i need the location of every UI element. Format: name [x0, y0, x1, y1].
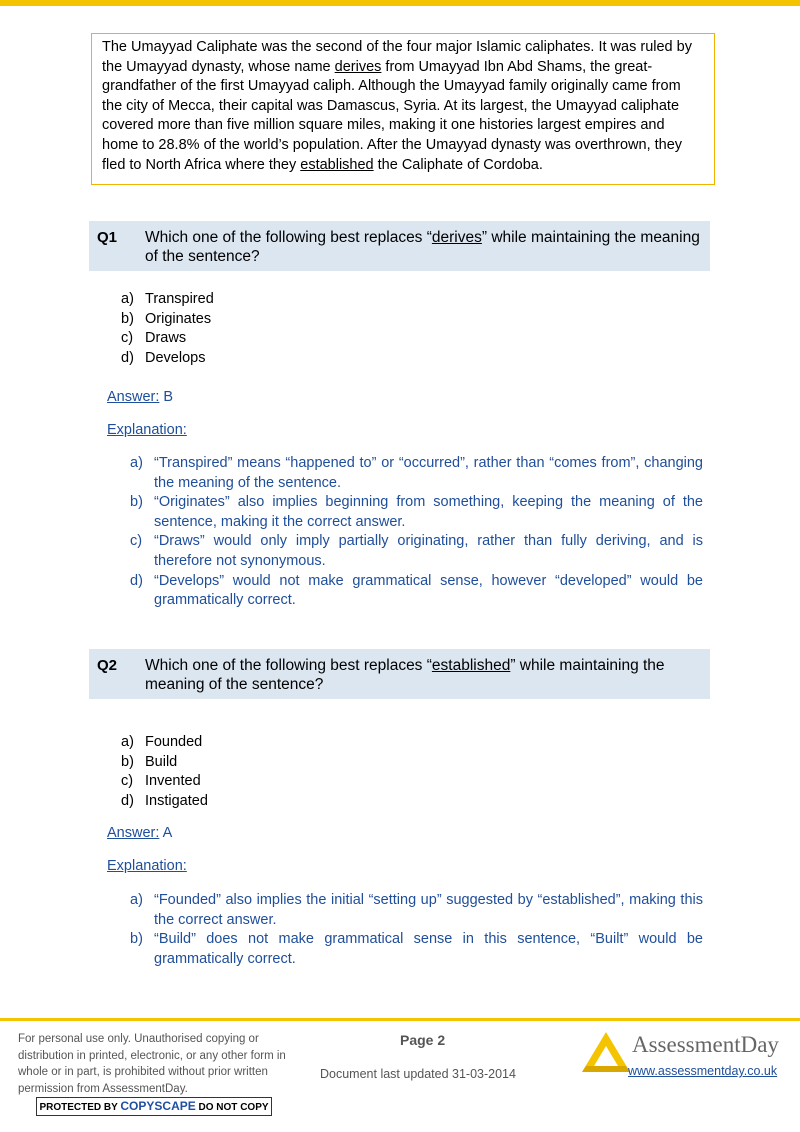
question-number: Q1 [97, 229, 118, 246]
question-2-options [121, 733, 208, 811]
page-number: Page 2 [400, 1032, 446, 1048]
copyright-notice: For personal use only. Unauthorised copying or distribution in printed, electronic, or any other form in whole or in part, is prohibited without prior written permission from AssessmentDay. [18, 1033, 286, 1095]
question-1-header [89, 221, 710, 271]
copyscape-badge[interactable]: PROTECTED BY COPYSCAPE DO NOT COPY [36, 1097, 272, 1116]
explanation-item: b) “Originates” also implies beginning from something, keeping the meaning of the sentence, making it the correct answer. [130, 494, 703, 530]
option: b) Originates [121, 310, 212, 327]
option: d) Develops [121, 349, 206, 366]
last-updated: Document last updated 31-03-2014 [320, 1067, 516, 1081]
question-1-options [121, 290, 214, 368]
option: c) Draws [121, 330, 187, 347]
question-1-answer: Answer: B [107, 389, 174, 405]
question-1-explanations [130, 454, 703, 611]
option: c) Invented [121, 773, 201, 790]
question-2-answer: Answer: A [107, 825, 173, 841]
explanation-item: d) “Develops” would not make grammatical sense, however “developed” would be grammatically correct. [130, 572, 703, 609]
word-established: established [300, 156, 374, 173]
question-1-explanation-heading: Explanation: [107, 422, 187, 438]
option: a) Founded [121, 734, 203, 750]
brand-name: AssessmentDay [632, 1032, 779, 1057]
explanation-item: b) “Build” does not make grammatical sense in this sentence, “Built” would be grammatically correct. [130, 931, 703, 967]
question-text: Which one of the following best replaces “derives” while maintaining the meaning of the sentence? [145, 229, 700, 265]
footer-accent-bar [0, 1018, 800, 1021]
word-derives: derives [334, 58, 382, 75]
explanation-item: a) “Transpired” means “happened to” or “occurred”, rather than “comes from”, changing the meaning of the sentence. [130, 455, 703, 491]
question-2-explanation-heading: Explanation: [107, 858, 187, 874]
explanation-item: c) “Draws” would only imply partially originating, rather than fully deriving, and is therefore not synonymous. [130, 533, 703, 569]
explanation-item: a) “Founded” also implies the initial “setting up” suggested by “established”, making this the correct answer. [130, 892, 703, 928]
top-accent-bar [0, 0, 800, 6]
website-link[interactable]: www.assessmentday.co.uk [628, 1064, 778, 1078]
assessmentday-logo-icon [580, 1030, 632, 1074]
option: a) Transpired [121, 291, 214, 307]
option: d) Instigated [121, 792, 208, 809]
reading-passage: The Umayyad Caliphate was the second of the four major Islamic caliphates. It was ruled by the Umayyad dynasty, whose name derives from Umayyad Ibn Abd Shams, the great-grandfather of the first Umayyad caliph. Although the Umayyad family originally came from the city of Mecca, their capital was Damascus, Syria. At its largest, the Umayyad caliphate covered more than five million square miles, making it one histories largest empires and home to 28.8% of the world’s population. After the Umayyad dynasty was overthrown, they fled to North Africa where they established the Caliphate of Cordoba. [91, 33, 715, 185]
question-2-explanations [130, 891, 703, 969]
question-text: Which one of the following best replaces “established” while maintaining the meaning of the sentence? [145, 657, 665, 693]
question-2-header [89, 649, 710, 699]
question-number: Q2 [97, 657, 118, 674]
option: b) Build [121, 753, 178, 770]
